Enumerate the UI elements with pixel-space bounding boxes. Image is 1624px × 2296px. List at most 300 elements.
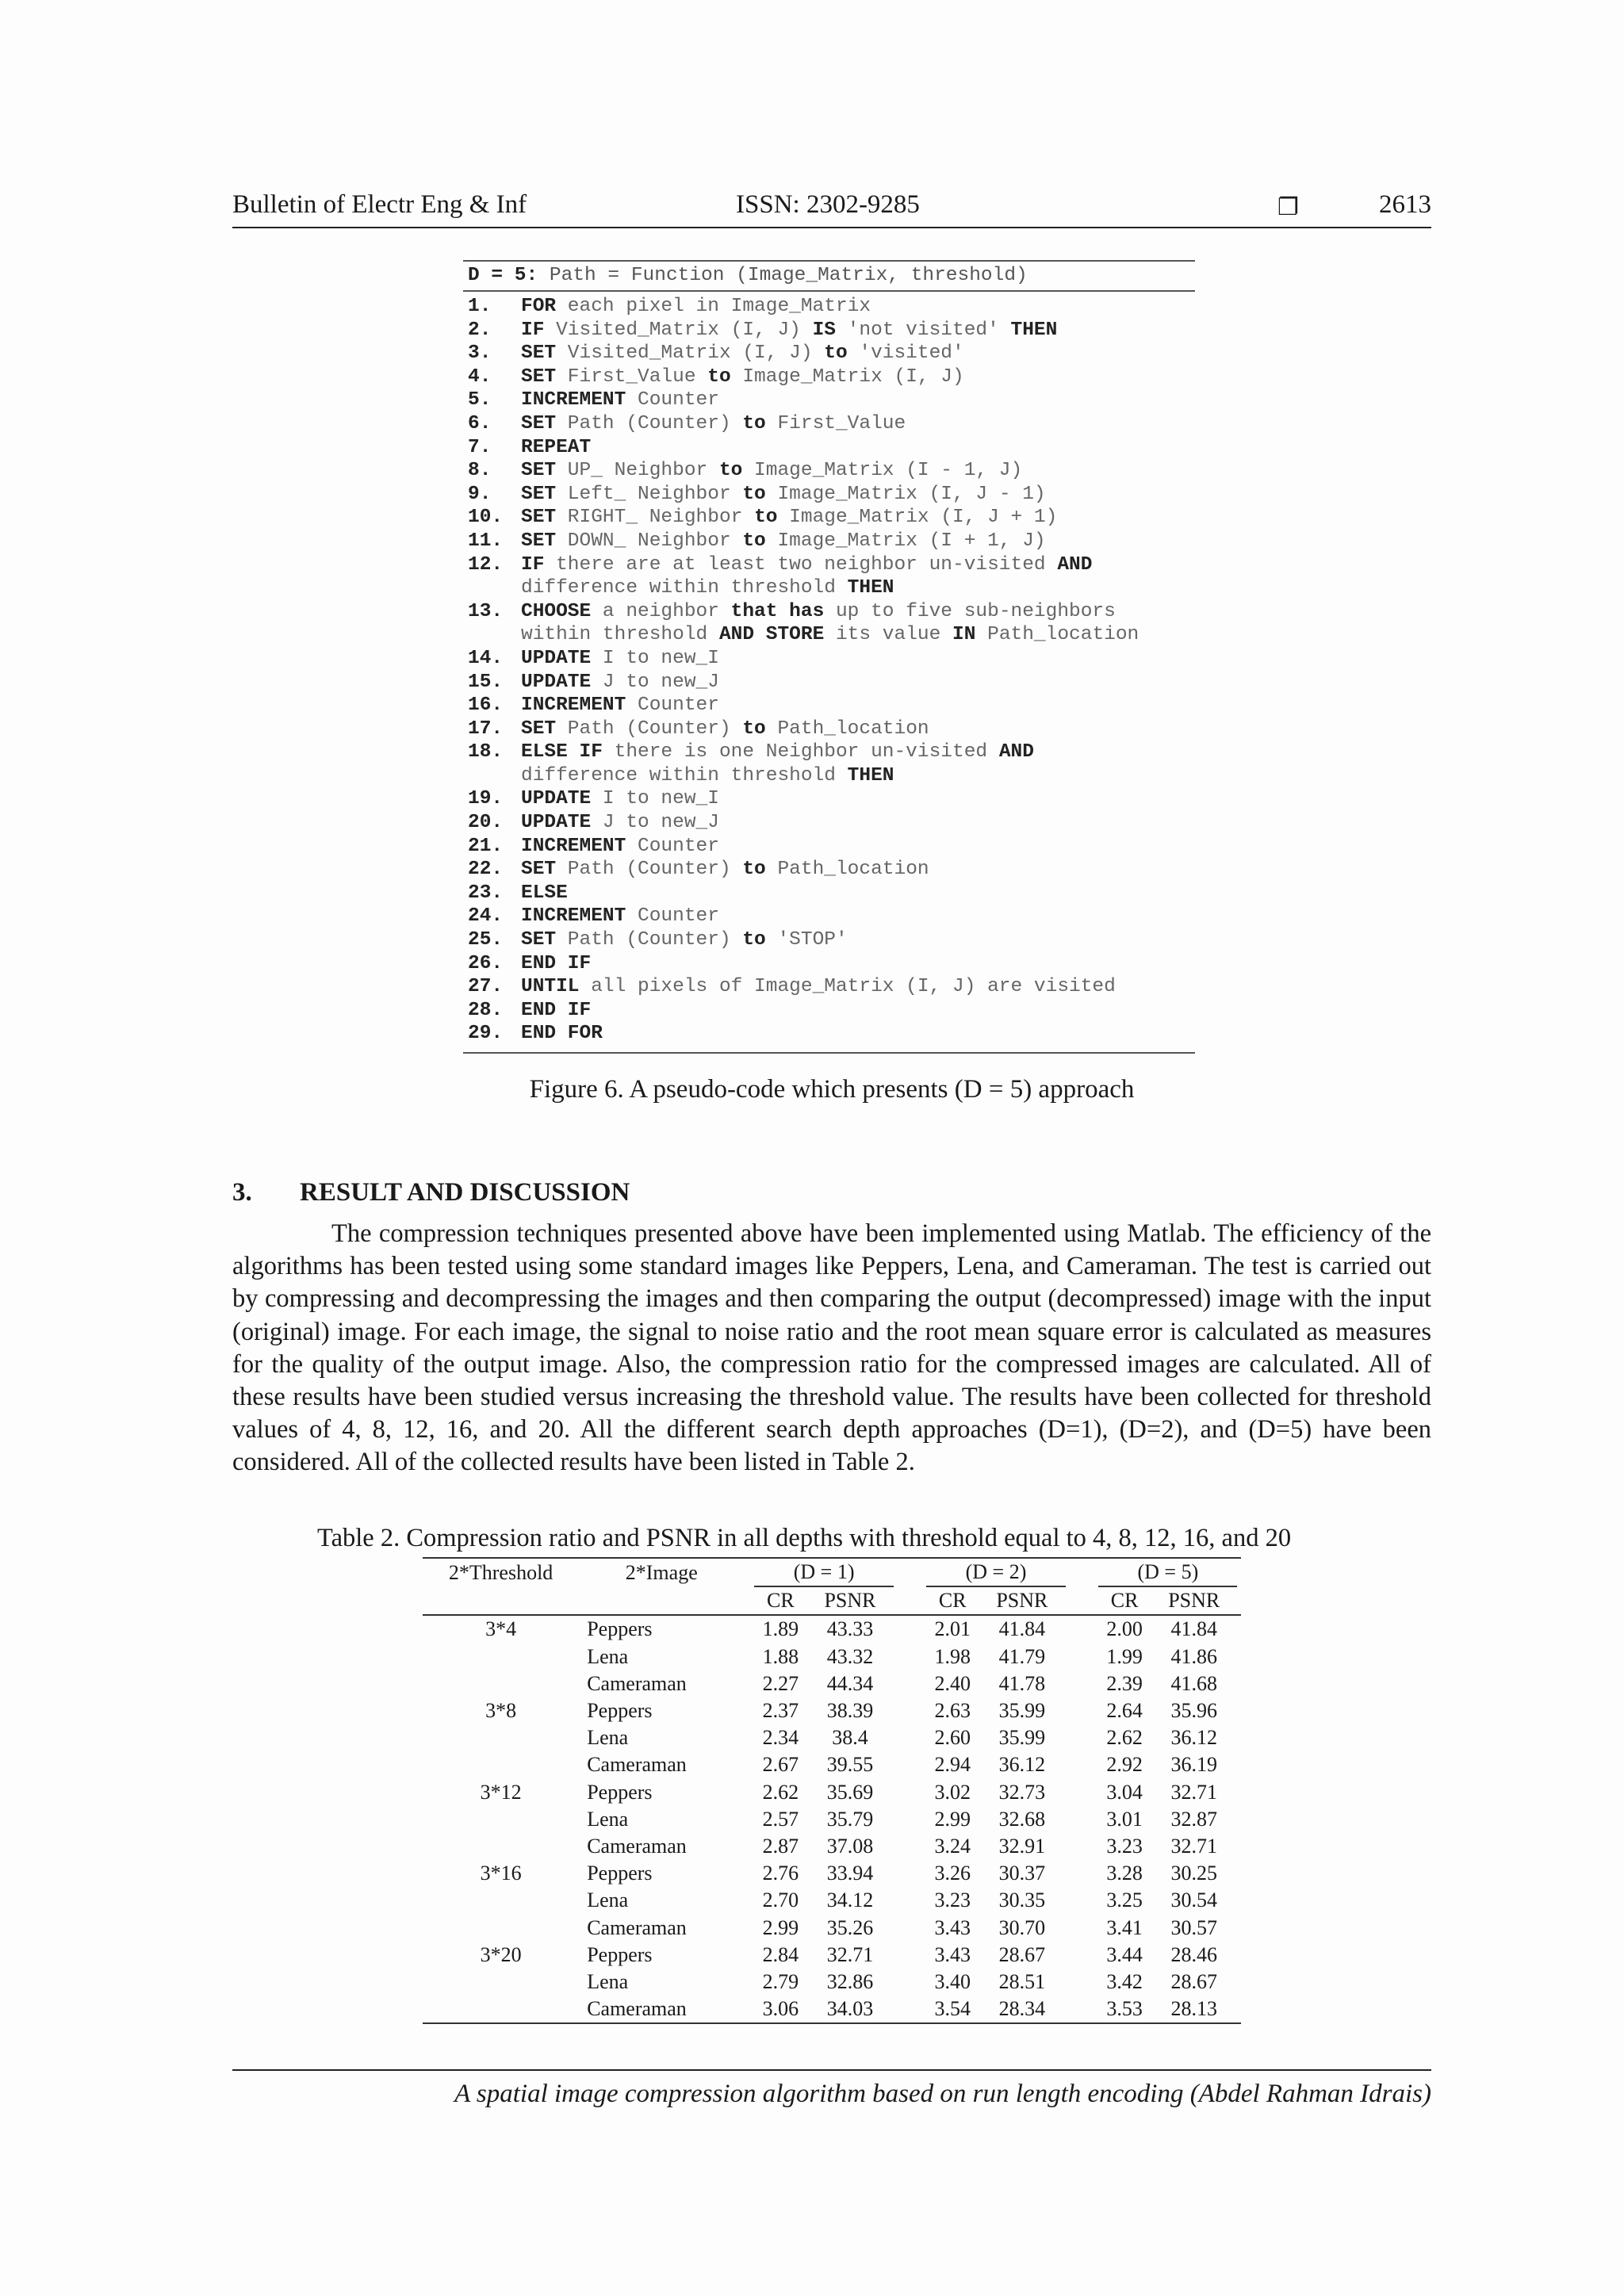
code-keyword: to: [754, 507, 778, 529]
code-token: difference within threshold: [521, 764, 848, 786]
code-line-number: 11.: [468, 530, 504, 552]
code-line-number: 20.: [468, 812, 504, 834]
cell-cr: 2.39: [1106, 1671, 1143, 1695]
code-token: First_Value: [556, 365, 708, 388]
code-line: [463, 999, 1195, 1023]
code-token: 'STOP': [765, 929, 848, 951]
code-token: Path (Counter): [556, 929, 743, 951]
code-keyword: AND: [1057, 553, 1093, 576]
code-line-number: 10.: [468, 507, 504, 529]
cell-cr: 3.23: [1106, 1835, 1143, 1858]
table-row: [423, 1724, 1241, 1751]
cell-psnr: 38.4: [832, 1726, 868, 1750]
table-row: [423, 1806, 1241, 1833]
code-keyword: IS: [812, 319, 836, 341]
code-token: each pixel in Image_Matrix: [556, 296, 871, 317]
cell-cr: 2.94: [934, 1753, 971, 1777]
cell-psnr: 35.26: [826, 1915, 874, 1939]
code-token: there is one Neighbor un-visited: [602, 741, 999, 763]
code-keyword: END IF: [521, 999, 592, 1021]
code-keyword: FOR: [521, 296, 557, 317]
code-keyword: that has: [730, 600, 825, 622]
section-title: RESULT AND DISCUSSION: [300, 1178, 630, 1207]
code-line-number: 25.: [468, 929, 504, 951]
code-line-text: [521, 576, 894, 600]
code-keyword: to: [742, 929, 766, 951]
code-line: [463, 436, 1195, 460]
code-line-number: 9.: [468, 483, 492, 505]
code-line-text: [521, 506, 1057, 530]
code-keyword: UNTIL: [521, 976, 580, 998]
table-header-row: [423, 1558, 1241, 1586]
code-token: within threshold: [521, 624, 719, 646]
cell-threshold: [423, 1724, 579, 1751]
cell-cr: 3.23: [934, 1888, 971, 1912]
cell-cr: 3.28: [1106, 1862, 1143, 1885]
cell-threshold: [423, 1806, 579, 1833]
code-token: Counter: [626, 695, 719, 717]
code-token: DOWN_ Neighbor: [556, 530, 743, 552]
section-heading: [232, 1178, 630, 1207]
footer-rule: [232, 2069, 1431, 2071]
code-keyword: INCREMENT: [521, 905, 626, 928]
code-line: [463, 882, 1195, 905]
cell-image: Peppers: [587, 1617, 653, 1641]
code-keyword: INCREMENT: [521, 835, 626, 857]
code-keyword: SET: [521, 412, 557, 434]
table-row: [423, 1860, 1241, 1887]
cell-threshold: [423, 1751, 579, 1778]
cell-cr: 3.25: [1106, 1888, 1143, 1912]
cell-cr: 1.89: [762, 1617, 799, 1641]
code-line-text: [521, 952, 591, 976]
cell-psnr: 37.08: [826, 1835, 874, 1858]
cell-psnr: 39.55: [826, 1753, 874, 1777]
cell-cr: 2.63: [934, 1699, 971, 1723]
code-line: [463, 412, 1195, 436]
code-line-text: [521, 999, 591, 1023]
header-group-d5: (D = 5): [1098, 1558, 1237, 1586]
journal-name: Bulletin of Electr Eng & Inf: [232, 190, 527, 219]
cell-psnr: 41.78: [998, 1671, 1046, 1695]
cell-image: Cameraman: [587, 1915, 687, 1939]
cell-cr: 2.79: [762, 1970, 799, 1994]
code-line-number: 24.: [468, 905, 504, 928]
code-line: [463, 647, 1195, 671]
code-token: Image_Matrix (I, J): [730, 365, 964, 388]
cell-image: Lena: [587, 1807, 629, 1831]
code-token: Path (Counter): [556, 412, 743, 434]
cell-psnr: 36.12: [1170, 1726, 1217, 1750]
code-keyword: IF: [521, 319, 545, 341]
cell-cr: 2.57: [762, 1807, 799, 1831]
code-title: [463, 262, 1195, 292]
code-keyword: UPDATE: [521, 671, 592, 693]
table-caption: Table 2. Compression ratio and PSNR in all depths with threshold equal to 4, 8, 12, 16, and 20: [317, 1524, 1292, 1552]
pseudo-code-figure: [463, 260, 1195, 1054]
code-lines: [463, 292, 1195, 1054]
cell-cr: 2.01: [934, 1617, 971, 1641]
cell-cr: 3.06: [754, 1996, 806, 2023]
code-line-text: [521, 740, 1034, 764]
code-line-number: 19.: [468, 788, 504, 810]
code-line: [463, 623, 1195, 647]
code-line-number: 16.: [468, 695, 504, 717]
code-line: [463, 975, 1195, 999]
table-row: [423, 1996, 1241, 2023]
code-line-text: [521, 319, 1057, 342]
footer-text: A spatial image compression algorithm based on run length encoding (Abdel Rahman Idrais): [454, 2080, 1431, 2108]
cell-image: Cameraman: [587, 1671, 687, 1695]
code-line-text: [521, 928, 848, 952]
code-line-number: 23.: [468, 882, 504, 904]
code-keyword: ELSE IF: [521, 741, 603, 763]
cell-psnr: 34.03: [806, 1996, 894, 2023]
cell-image: Lena: [587, 1644, 629, 1668]
cell-psnr: 30.37: [998, 1862, 1046, 1885]
code-line: [463, 553, 1195, 577]
cell-threshold: [423, 1644, 579, 1670]
code-token: J to new_J: [591, 671, 719, 693]
code-token: its value: [824, 624, 953, 646]
cell-threshold: [423, 1996, 579, 2023]
code-line-number: 15.: [468, 671, 504, 693]
subheader-cr: CR: [926, 1586, 979, 1615]
cell-psnr: 43.33: [826, 1617, 874, 1641]
code-line-number: 29.: [468, 1023, 504, 1045]
cell-psnr: 44.34: [826, 1671, 874, 1695]
cell-cr: 3.01: [1106, 1807, 1143, 1831]
code-keyword: CHOOSE: [521, 600, 592, 622]
code-keyword: INCREMENT: [521, 695, 626, 717]
table-row: [423, 1969, 1241, 1996]
code-keyword: INCREMENT: [521, 389, 626, 411]
code-token: Image_Matrix (I, J - 1): [765, 483, 1046, 505]
cell-psnr: 41.84: [1170, 1617, 1217, 1641]
table-row: [423, 1615, 1241, 1643]
cell-cr: 3.54: [926, 1996, 979, 2023]
code-token: Counter: [626, 835, 719, 857]
code-line-text: [521, 1022, 603, 1046]
code-line-number: 14.: [468, 647, 504, 669]
code-line-text: [521, 459, 1022, 483]
code-token: Image_Matrix (I, J + 1): [777, 507, 1058, 529]
table-row: [423, 1942, 1241, 1969]
code-keyword: SET: [521, 460, 557, 482]
code-keyword: END FOR: [521, 1023, 603, 1045]
table-subheader-row: [423, 1586, 1241, 1615]
page-header: [232, 190, 1431, 228]
cell-cr: 2.27: [762, 1671, 799, 1695]
cell-psnr: 32.71: [1170, 1780, 1217, 1804]
code-line: [463, 388, 1195, 412]
code-line-text: [521, 835, 719, 859]
code-token: Visited_Matrix (I, J): [544, 319, 813, 341]
cell-threshold: [423, 1887, 579, 1914]
section-body: [232, 1218, 1431, 1479]
code-line-number: 8.: [468, 460, 492, 482]
code-line-text: [521, 764, 894, 788]
code-line: [463, 928, 1195, 952]
cell-cr: 3.41: [1106, 1915, 1143, 1939]
code-keyword: SET: [521, 483, 557, 505]
code-line-text: [521, 342, 964, 365]
code-line-number: 22.: [468, 859, 504, 881]
code-keyword: IN: [952, 624, 976, 646]
code-token: 'not visited': [835, 319, 1011, 341]
code-line-number: 26.: [468, 952, 504, 974]
cell-psnr: 41.86: [1170, 1644, 1217, 1668]
cell-psnr: 28.34: [979, 1996, 1066, 2023]
code-keyword: SET: [521, 530, 557, 552]
cell-psnr: 28.51: [998, 1970, 1046, 1994]
code-line-number: 4.: [468, 365, 492, 388]
code-line: [463, 905, 1195, 928]
code-line-number: 13.: [468, 600, 504, 622]
cell-psnr: 30.54: [1170, 1888, 1217, 1912]
cell-cr: 2.99: [762, 1915, 799, 1939]
code-keyword: UPDATE: [521, 788, 592, 810]
code-line: [463, 764, 1195, 788]
code-token: J to new_J: [591, 812, 719, 834]
code-token: up to five sub-neighbors: [824, 600, 1116, 622]
code-token: I to new_I: [591, 788, 719, 810]
cell-psnr: 30.70: [998, 1915, 1046, 1939]
table-row: [423, 1751, 1241, 1778]
code-line: [463, 1022, 1195, 1046]
cell-image: Cameraman: [587, 1753, 687, 1777]
cell-cr: 2.40: [934, 1671, 971, 1695]
code-keyword: ELSE: [521, 882, 568, 904]
cell-cr: 3.04: [1106, 1780, 1143, 1804]
code-line-text: [521, 905, 719, 928]
code-token: Visited_Matrix (I, J): [556, 342, 825, 365]
code-keyword: SET: [521, 859, 557, 881]
code-keyword: END IF: [521, 952, 592, 974]
code-token: Left_ Neighbor: [556, 483, 743, 505]
code-line: [463, 718, 1195, 741]
code-line: [463, 740, 1195, 764]
cell-psnr: 28.67: [1170, 1970, 1217, 1994]
code-keyword: to: [742, 412, 766, 434]
code-line-text: [521, 858, 929, 882]
code-keyword: AND STORE: [718, 624, 825, 646]
cell-image: Peppers: [587, 1862, 653, 1885]
cell-image: Cameraman: [579, 1996, 744, 2023]
code-line-text: [521, 388, 719, 412]
code-line: [463, 858, 1195, 882]
cell-psnr: 32.91: [998, 1835, 1046, 1858]
cell-psnr: 30.57: [1170, 1915, 1217, 1939]
cell-psnr: 38.39: [826, 1699, 874, 1723]
cell-cr: 3.02: [934, 1780, 971, 1804]
cell-threshold: 3*20: [480, 1942, 522, 1966]
code-keyword: to: [718, 460, 743, 482]
cell-psnr: 36.12: [998, 1753, 1046, 1777]
subheader-psnr: PSNR: [979, 1586, 1066, 1615]
cell-threshold: [423, 1915, 579, 1942]
code-line-number: 28.: [468, 999, 504, 1021]
cell-cr: 2.34: [762, 1726, 799, 1750]
code-token: all pixels of Image_Matrix (I, J) are visited: [579, 976, 1116, 998]
cell-cr: 2.67: [762, 1753, 799, 1777]
cell-psnr: 34.12: [826, 1888, 874, 1912]
code-line: [463, 319, 1195, 342]
code-line-text: [521, 787, 719, 811]
cell-psnr: 32.73: [998, 1780, 1046, 1804]
cell-cr: 2.76: [762, 1862, 799, 1885]
header-group-d2: (D = 2): [926, 1558, 1065, 1586]
box-icon: ❐: [1277, 193, 1299, 221]
table-row: [423, 1915, 1241, 1942]
code-keyword: SET: [521, 718, 557, 740]
table-row: [423, 1833, 1241, 1860]
code-line: [463, 506, 1195, 530]
code-keyword: IF: [521, 553, 545, 576]
cell-psnr: 28.46: [1170, 1942, 1217, 1966]
code-keyword: UPDATE: [521, 647, 592, 669]
results-table: [423, 1557, 1241, 2024]
code-line-number: 1.: [468, 296, 492, 317]
code-line-number: 12.: [468, 553, 504, 576]
code-keyword: SET: [521, 365, 557, 388]
code-token: I to new_I: [591, 647, 719, 669]
code-line: [463, 530, 1195, 553]
cell-image: Peppers: [587, 1942, 653, 1966]
cell-cr: 3.26: [934, 1862, 971, 1885]
cell-cr: 2.37: [762, 1699, 799, 1723]
code-token: Path_location: [765, 718, 929, 740]
cell-threshold: [423, 1969, 579, 1996]
issn: ISSN: 2302-9285: [736, 190, 920, 219]
code-keyword: to: [742, 718, 766, 740]
code-keyword: to: [707, 365, 731, 388]
code-keyword: to: [742, 530, 766, 552]
cell-image: Peppers: [587, 1699, 653, 1723]
cell-psnr: 32.86: [826, 1970, 874, 1994]
cell-threshold: 3*4: [485, 1617, 517, 1641]
header-group-d1: (D = 1): [754, 1558, 893, 1586]
cell-psnr: 32.68: [998, 1807, 1046, 1831]
code-line-number: 27.: [468, 976, 504, 998]
code-line: [463, 952, 1195, 976]
cell-image: Peppers: [587, 1780, 653, 1804]
code-token: First_Value: [765, 412, 906, 434]
cell-cr: 2.62: [762, 1780, 799, 1804]
cell-psnr: 35.79: [826, 1807, 874, 1831]
cell-image: Lena: [587, 1970, 629, 1994]
code-keyword: THEN: [847, 577, 894, 599]
code-token: Path_location: [975, 624, 1139, 646]
code-line: [463, 787, 1195, 811]
code-line-text: [521, 671, 719, 695]
cell-psnr: 41.79: [998, 1644, 1046, 1668]
header-threshold: 2*Threshold: [423, 1558, 579, 1586]
code-line-text: [521, 623, 1139, 647]
code-line-number: 5.: [468, 389, 492, 411]
code-keyword: to: [742, 483, 766, 505]
code-line-number: 3.: [468, 342, 492, 365]
cell-cr: 2.60: [934, 1726, 971, 1750]
code-line-text: [521, 718, 929, 741]
code-keyword: UPDATE: [521, 812, 592, 834]
code-line: [463, 342, 1195, 365]
code-title-label: D = 5:: [468, 265, 538, 286]
code-line-text: [521, 975, 1116, 999]
code-keyword: SET: [521, 929, 557, 951]
cell-psnr: 35.96: [1170, 1699, 1217, 1723]
cell-threshold: 3*16: [480, 1862, 522, 1885]
subheader-psnr: PSNR: [806, 1586, 894, 1615]
cell-cr: 2.87: [762, 1835, 799, 1858]
code-line-number: 21.: [468, 835, 504, 857]
cell-cr: 2.64: [1106, 1699, 1143, 1723]
code-keyword: THEN: [1010, 319, 1058, 341]
cell-image: Cameraman: [587, 1835, 687, 1858]
cell-cr: 3.53: [1098, 1996, 1151, 2023]
cell-psnr: 33.94: [826, 1862, 874, 1885]
figure-caption: Figure 6. A pseudo-code which presents (D = 5) approach: [529, 1075, 1135, 1104]
code-line-text: [521, 483, 1046, 507]
cell-image: Lena: [587, 1888, 629, 1912]
header-image: 2*Image: [579, 1558, 744, 1586]
code-line-text: [521, 530, 1046, 553]
cell-cr: 3.44: [1106, 1942, 1143, 1966]
cell-psnr: 28.13: [1151, 1996, 1238, 2023]
code-token: Image_Matrix (I - 1, J): [742, 460, 1023, 482]
cell-cr: 3.42: [1106, 1970, 1143, 1994]
table-row: [423, 1670, 1241, 1697]
code-title-signature: Path = Function (Image_Matrix, threshold): [538, 265, 1028, 286]
cell-cr: 3.40: [934, 1970, 971, 1994]
code-line: [463, 694, 1195, 718]
code-line-number: 17.: [468, 718, 504, 740]
cell-psnr: 28.67: [998, 1942, 1046, 1966]
code-keyword: AND: [998, 741, 1034, 763]
cell-psnr: 41.68: [1170, 1671, 1217, 1695]
code-token: there are at least two neighbor un-visited: [544, 553, 1058, 576]
paragraph: The compression techniques presented above have been implemented using Matlab. The efficiency of the algorithms has been tested using some standard images like Peppers, Lena, and Cameraman. The test is carried out by compressing and decompressing the images and then comparing the output (decompressed) image with the input (original) image. For each image, the signal to noise ratio and the root mean square error is calculated as measures for the quality of the output image. Also, the compression ratio for the compressed images are calculated. All of these results have been studied versus increasing the threshold value. The results have been collected for threshold values of 4, 8, 12, 16, and 20. All the different search depth approaches (D=1), (D=2), and (D=5) have been considered. All of the collected results have been listed in Table 2.: [232, 1219, 1431, 1477]
cell-cr: 3.43: [934, 1942, 971, 1966]
code-line: [463, 600, 1195, 624]
code-token: a neighbor: [591, 600, 731, 622]
code-keyword: SET: [521, 342, 557, 365]
cell-cr: 2.92: [1106, 1753, 1143, 1777]
code-keyword: SET: [521, 507, 557, 529]
cell-cr: 2.99: [934, 1807, 971, 1831]
code-token: Image_Matrix (I + 1, J): [765, 530, 1046, 552]
section-number: 3.: [232, 1178, 252, 1207]
cell-cr: 2.62: [1106, 1726, 1143, 1750]
code-token: Counter: [626, 905, 719, 928]
code-line-text: [521, 553, 1092, 577]
subheader-psnr: PSNR: [1151, 1586, 1238, 1615]
code-line-text: [521, 365, 964, 389]
code-token: Path (Counter): [556, 718, 743, 740]
code-token: 'visited': [847, 342, 964, 365]
cell-psnr: 41.84: [998, 1617, 1046, 1641]
code-line-text: [521, 295, 871, 319]
table-row: [423, 1697, 1241, 1724]
cell-cr: 3.43: [934, 1915, 971, 1939]
code-line-number: 6.: [468, 412, 492, 434]
subheader-cr: CR: [754, 1586, 806, 1615]
cell-cr: 2.70: [762, 1888, 799, 1912]
code-line-number: 18.: [468, 741, 504, 763]
page-number: 2613: [1379, 190, 1431, 219]
code-line-text: [521, 412, 906, 436]
code-line: [463, 483, 1195, 507]
